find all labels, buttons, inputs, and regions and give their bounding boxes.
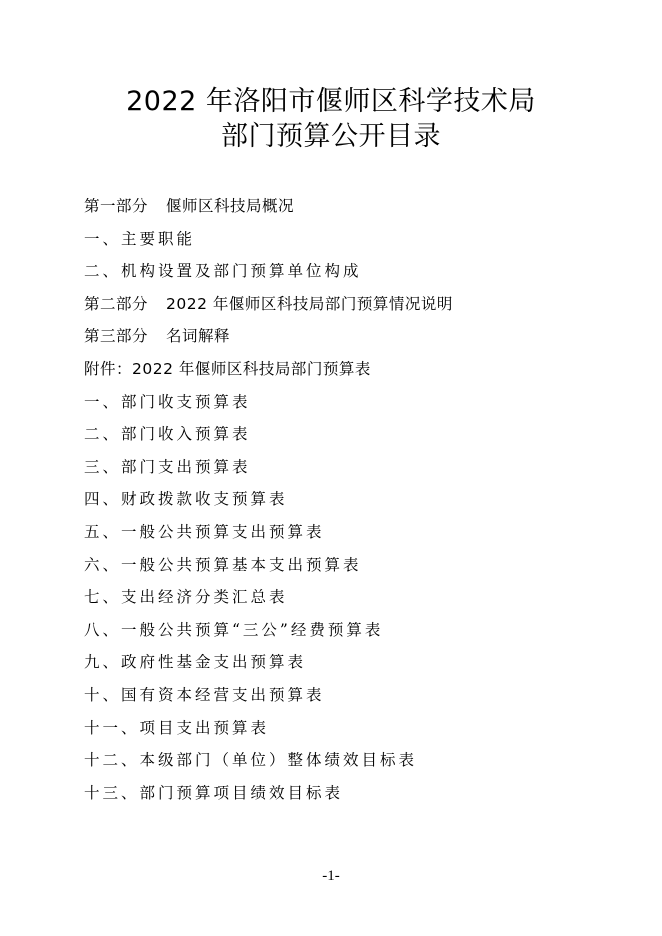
toc-part-2-label: 第二部分 [84,294,149,313]
toc-table-4: 四、财政拨款收支预算表 [84,490,288,509]
toc-table-2: 二、部门收入预算表 [84,425,251,444]
toc-item-main-functions: 一、主要职能 [84,229,196,248]
toc-table-1: 一、部门收支预算表 [84,392,251,411]
toc-table-5: 五、一般公共预算支出预算表 [84,522,325,541]
toc-part-1-text: 偃师区科技局概况 [166,197,295,215]
toc-table-10: 十、国有资本经营支出预算表 [84,685,325,704]
toc-table-7: 七、支出经济分类汇总表 [84,588,288,607]
toc-part-3-label: 第三部分 [84,327,149,346]
document-title-line-1: 2022 年洛阳市偃师区科学技术局 [126,86,536,117]
page-number: -1- [322,868,340,884]
toc-part-1 [84,190,624,223]
toc-table-6: 六、一般公共预算基本支出预算表 [84,555,362,574]
document-title-line-2: 部门预算公开目录 [221,121,441,152]
toc-part-3 [84,320,624,353]
table-of-contents [84,190,624,809]
toc-item-structure: 二、机构设置及部门预算单位构成 [84,262,362,281]
toc-part-2-text: 2022 年偃师区科技局部门预算情况说明 [166,294,453,313]
toc-table-13: 十三、部门预算项目绩效目标表 [84,783,344,802]
toc-table-8: 八、一般公共预算“三公”经费预算表 [84,620,384,639]
toc-table-9: 九、政府性基金支出预算表 [84,653,307,672]
toc-part-1-label: 第一部分 [84,197,149,215]
toc-table-11: 十一、项目支出预算表 [84,718,270,737]
toc-annex: 附件：2022 年偃师区科技局部门预算表 [84,359,371,378]
toc-table-3: 三、部门支出预算表 [84,457,251,476]
toc-table-12: 十二、本级部门（单位）整体绩效目标表 [84,751,418,770]
toc-part-2 [84,288,624,321]
toc-part-3-text: 名词解释 [166,327,231,346]
